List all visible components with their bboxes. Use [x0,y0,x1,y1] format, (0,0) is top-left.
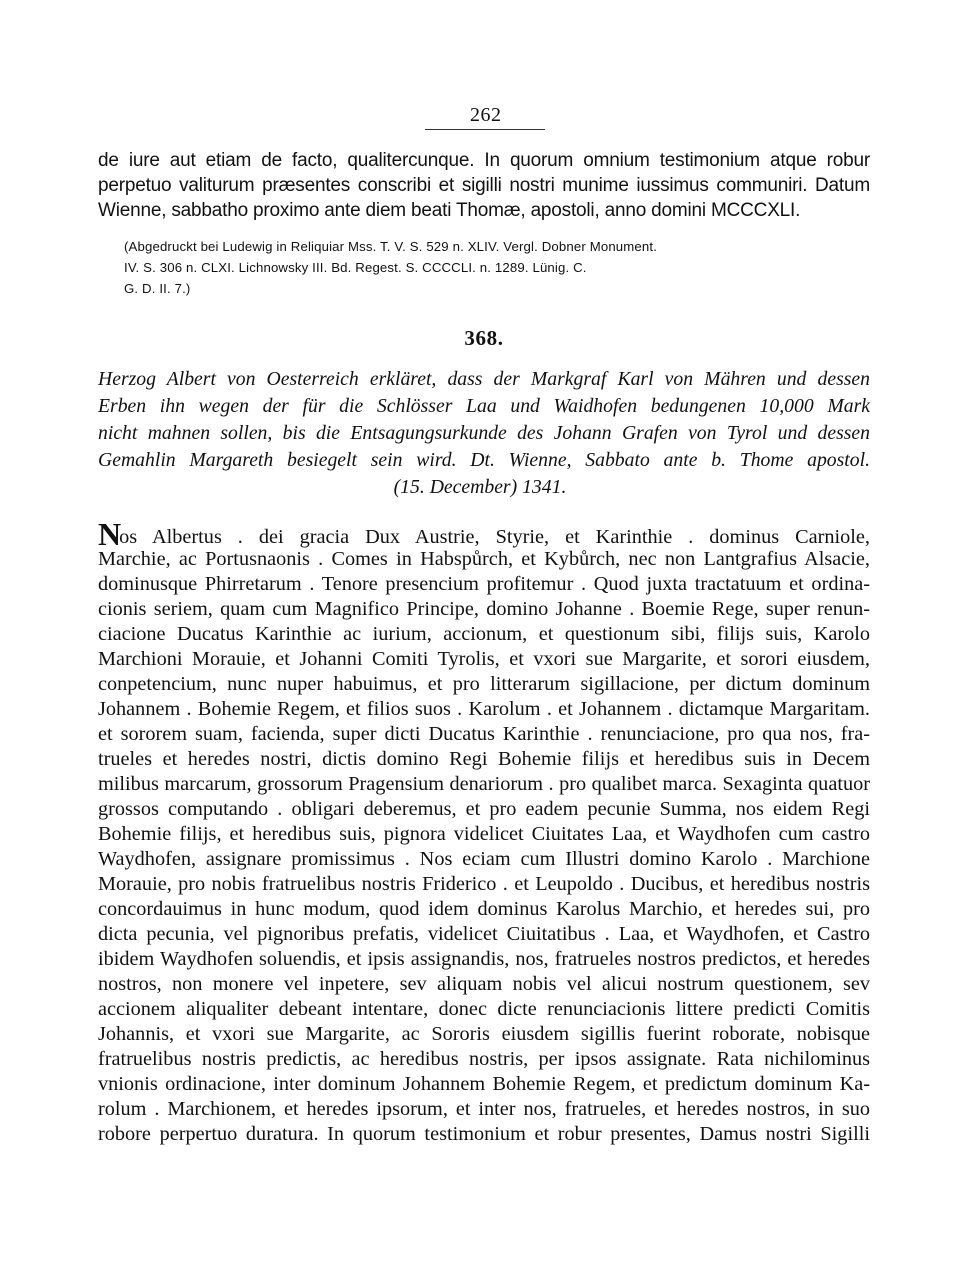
page-number: 262 [470,104,502,126]
body-line: grossos computando . obligari deberemus, et pro eadem pecunie Summa, nos eidem Regi [98,798,870,820]
source-note-line: G. D. II. 7.) [124,281,191,296]
intro-line: Wienne, sabbatho proximo ante diem beati Thomæ, apostoli, anno domini MCCCXLI. [98,200,801,221]
source-note [98,236,870,299]
body-line: et sororem suam, facienda, super dicti Ducatus Karinthie . renunciacione, pro qua nos, fra- [98,723,870,745]
body-line: conpetencium, nunc nuper habuimus, et pro litterarum sigillacione, per dictum dominum [98,673,870,695]
body-line: dominusque Phirretarum . Tenore presencium profitemur . Quod juxta tractatuum et ordina- [98,573,870,595]
body-line: cionis seriem, quam cum Magnifico Principe, domino Johanne . Boemie Rege, super renun- [98,598,870,620]
body-line: trueles et heredes nostri, dictis domino Regi Bohemie filijs et heredibus suis in Decem [98,748,870,770]
document-summary [98,366,870,501]
summary-line: nicht mahnen sollen, bis die Entsagungsurkunde des Johann Grafen von Tyrol und dessen [98,422,870,444]
body-line: dicta pecunia, vel pignoribus prefatis, videlicet Ciuitatibus . Laa, et Waydhofen, et Castro [98,923,870,945]
body-line: concordauimus in hunc modum, quod idem dominus Karolus Marchio, et heredes sui, pro [98,898,870,920]
summary-line: Gemahlin Margareth besiegelt sein wird. Dt. Wienne, Sabbato ante b. Thome apostol. [98,449,870,471]
body-line: robore perpertuo duratura. In quorum testimonium et robur presentes, Damus nostri Sigilli [98,1123,870,1145]
body-line: accionem aliqualiter debeant intentare, donec dicte renunciacionis littere predicti Comitis [98,998,870,1020]
body-line: nostros, non monere vel inpetere, sev aliquam nobis vel alicui nostrum questionem, sev [98,973,870,995]
body-line: Morauie, pro nobis fratruelibus nostris Friderico . et Leupoldo . Ducibus, et heredibus nostris [98,873,870,895]
body-line: Bohemie filijs, et heredibus suis, pignora videlicet Ciuitates Laa, et Waydhofen cum castro [98,823,870,845]
body-line: Marchie, ac Portusnaonis . Comes in Habspůrch, et Kybůrch, nec non Lantgrafius Alsacie, [98,548,870,570]
header-rule [425,129,545,130]
body-line: Johannis, et vxori sue Margarite, ac Sororis eiusdem sigillis fuerint roborate, nobisque [98,1023,870,1045]
body-line: ibidem Waydhofen soluendis, et ipsis assignandis, nos, fratrueles nostros predictos, et heredes [98,948,870,970]
body-line: ciacione Ducatus Karinthie ac iurium, accionum, et questionum sibi, filijs suis, Karolo [98,623,870,645]
source-note-line: IV. S. 306 n. CLXI. Lichnowsky III. Bd. Regest. S. CCCCLI. n. 1289. Lünig. C. [124,260,587,275]
body-lines [98,547,870,1147]
page-header [98,96,870,130]
charter-body [98,516,870,1147]
summary-date-line: (15. December) 1341. [393,476,567,498]
intro-paragraph [98,148,870,223]
intro-line: de iure aut etiam de facto, qualitercunque. In quorum omnium testimonium atque robur [98,150,870,171]
document-number: 368. [464,326,504,350]
body-first-line-text: os Albertus . dei gracia Dux Austrie, Styrie, et Karinthie . dominus Carniole, [119,526,870,548]
body-line: Johannem . Bohemie Regem, et filios suos . Karolum . et Johannem . dictamque Margaritam. [98,698,870,720]
summary-line: Herzog Albert von Oesterreich erkläret, dass der Markgraf Karl von Mähren und dessen [98,368,870,390]
body-line: Waydhofen, assignare promissimus . Nos eciam cum Illustri domino Karolo . Marchione [98,848,870,870]
intro-line: perpetuo valiturum præsentes conscribi et sigilli nostri munime iussimus communiri. Datum [98,175,870,196]
body-line: Marchioni Morauie, et Johanni Comiti Tyrolis, et vxori sue Margarite, et sorori eiusdem, [98,648,870,670]
body-first-line [98,516,870,552]
body-line: milibus marcarum, grossorum Pragensium denariorum . pro qualibet marca. Sexaginta quatuor [98,773,870,795]
body-line: fratruelibus nostris predictis, ac heredibus nostris, per ipsos assignate. Rata nichilominus [98,1048,870,1070]
drop-initial: N [98,516,120,552]
body-line: vnionis ordinacione, inter dominum Johannem Bohemie Regem, et predictum dominum Ka- [98,1073,870,1095]
summary-line: Erben ihn wegen der für die Schlösser Laa und Waidhofen bedungenen 10,000 Mark [98,395,870,417]
body-line: rolum . Marchionem, et heredes ipsorum, et inter nos, fratrueles, et heredes nostros, in suo [98,1098,870,1120]
document-page [98,96,870,1147]
source-note-line: (Abgedruckt bei Ludewig in Reliquiar Mss. T. V. S. 529 n. XLIV. Vergl. Dobner Monument. [124,239,658,254]
